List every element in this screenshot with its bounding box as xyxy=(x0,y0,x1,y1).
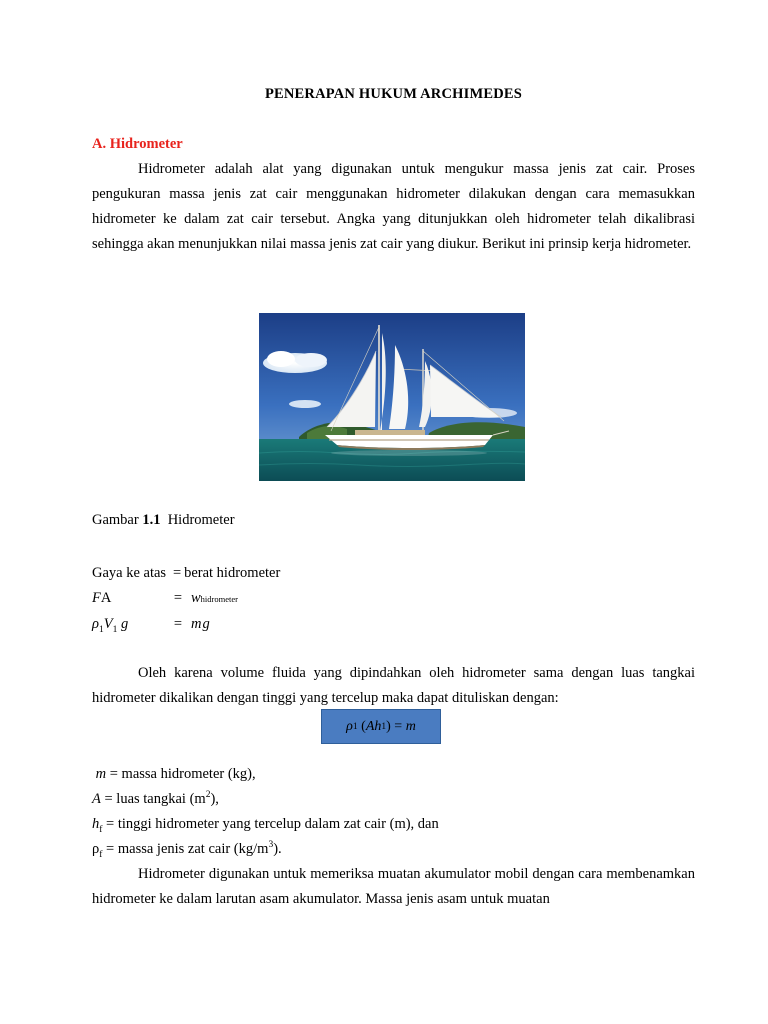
equation-right: whidrometer xyxy=(191,590,238,607)
variable-definitions xyxy=(92,762,439,862)
definition-a: A = luas tangkai $(m^2)$, xyxy=(92,790,219,807)
sailing-ship-photo xyxy=(259,313,525,481)
figure-caption xyxy=(92,512,235,529)
equation-left: FA xyxy=(92,590,112,607)
definition-hf: $h_f$ = tinggi hidrometer yang tercelup dalam zat cair (m), dan xyxy=(92,816,439,835)
paragraph-accumulator: Hidrometer digunakan untuk memeriksa muatan akumulator mobil dengan cara membenamkan hidrometer ke dalam larutan asam akumulator. Massa jenis asam untuk muatan xyxy=(92,866,695,907)
equation-left: $\rho_1V_1$ g xyxy=(92,615,129,635)
equation-block-2 xyxy=(92,586,238,637)
definition-rhof: $\rho_f$ = massa jenis zat cair $(kg/m^3)$. xyxy=(92,840,282,860)
intro-paragraph: Hidrometer adalah alat yang digunakan untuk mengukur massa jenis zat cair. Proses pengukuran massa jenis zat cair menggunakan hidrometer dilakukan dengan cara memasukkan hidrometer ke dalam zat cair tersebut. Angka yang ditunjukkan oleh hidrometer telah dikalibrasi sehingga akan menunjukkan nilai massa jenis zat cair yang diukur. Berikut ini prinsip kerja hidrometer. xyxy=(92,161,695,252)
caption-text: Hidrometer xyxy=(160,512,235,528)
equation-block xyxy=(92,561,280,587)
equation-row xyxy=(92,561,280,587)
caption-number: 1.1 xyxy=(142,512,161,528)
definition-m: m = massa hidrometer (kg), xyxy=(95,766,256,782)
equation-right: berat hidrometer xyxy=(184,565,281,582)
caption-prefix: Gambar xyxy=(92,512,143,528)
section-heading: A. Hidrometer xyxy=(92,136,183,152)
equation-sign: = xyxy=(172,565,182,582)
equation-sign: = xyxy=(173,615,183,632)
equation-right: mg xyxy=(191,615,211,632)
page-title: PENERAPAN HUKUM ARCHIMEDES xyxy=(264,86,523,102)
formula-box: ρ 1 ( A h 1 ) = m xyxy=(321,709,441,744)
paragraph-volume: Oleh karena volume fluida yang dipindahkan oleh hidrometer sama dengan luas tangkai hidrometer dikalikan dengan tinggi yang tercelup maka dapat dituliskan dengan: xyxy=(92,665,695,706)
equation-left: Gaya ke atas xyxy=(92,565,167,582)
equation-sign: = xyxy=(173,590,183,607)
equation-row xyxy=(92,586,238,612)
equation-row xyxy=(92,612,238,638)
